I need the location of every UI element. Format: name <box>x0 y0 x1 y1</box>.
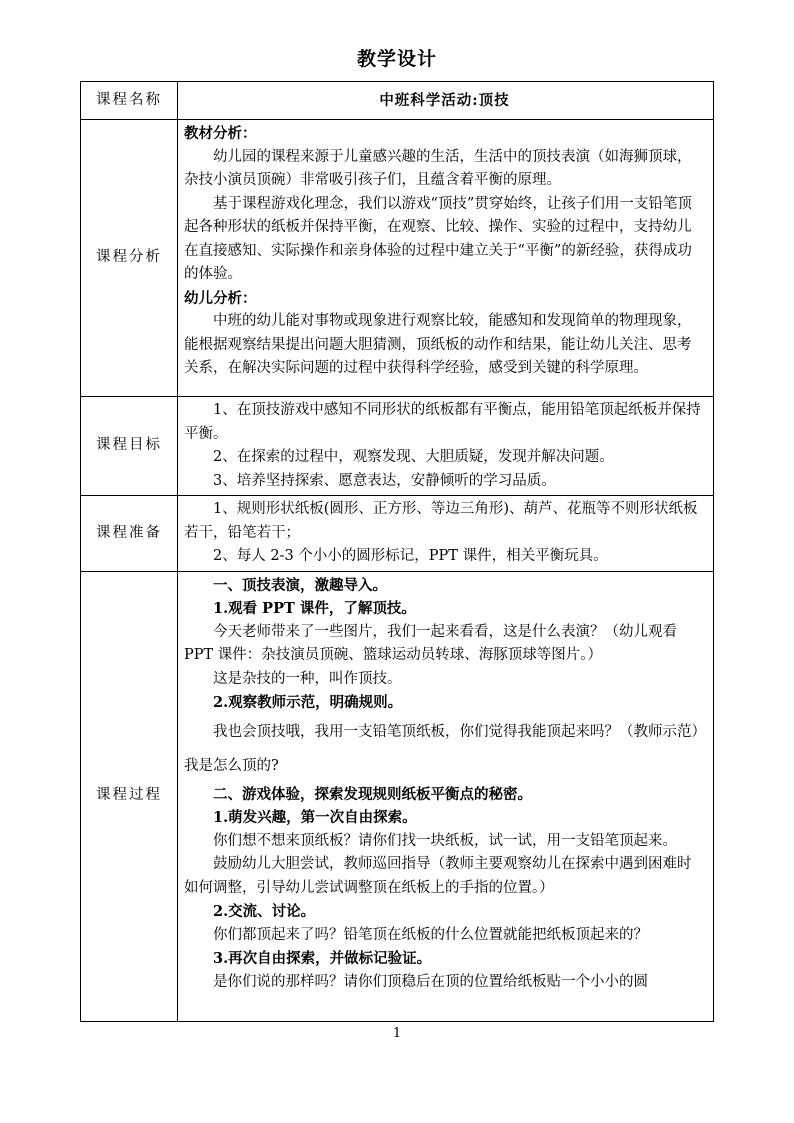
process-step-2-3-heading: 3.再次自由探索，并做标记验证。 <box>213 950 432 967</box>
goal-item-1: 1、在顶技游戏中感知不同形状的纸板都有平衡点，能用铅笔顶起纸板并保持平衡。 <box>184 402 701 442</box>
material-analysis-paragraph-2: 基于课程游戏化理念，我们以游戏“顶技”贯穿始终，让孩子们用一支铅笔顶起各种形状的纸板并保持平衡，在观察、比较、操作、实验的过程中，支持幼儿在直接感知、实际操作和亲身体验的过程中建立关于“平衡”的新经验，获得成功的体验。 <box>184 195 692 282</box>
process-step-2-2-heading: 2.交流、讨论。 <box>213 903 316 920</box>
lesson-plan-table <box>80 81 714 1022</box>
process-step-1-1-heading: 1.观看 PPT 课件，了解顶技。 <box>213 600 416 617</box>
course-goals-content <box>178 397 714 496</box>
process-section-1-heading: 一、顶技表演，激趣导入。 <box>213 576 387 594</box>
child-analysis-heading: 幼儿分析： <box>184 289 257 307</box>
course-name-value: 中班科学活动:顶技 <box>178 82 714 120</box>
process-step-2-2-paragraph-1: 你们都顶起来了吗？铅笔顶在纸板的什么位置就能把纸板顶起来的？ <box>213 926 648 943</box>
process-step-1-1-paragraph-1: 今天老师带来了一些图片，我们一起来看看，这是什么表演？（幼儿观看 PPT 课件：杂技演员顶碗、篮球运动员转球、海豚顶球等图片。） <box>184 623 677 663</box>
goal-item-3: 3、培养坚持探索、愿意表达，安静倾听的学习品质。 <box>213 472 556 489</box>
table-row-course-analysis <box>81 120 714 397</box>
process-step-2-1-paragraph-2: 鼓励幼儿大胆尝试，教师巡回指导（教师主要观察幼儿在探索中遇到困难时如何调整，引导幼儿尝试调整顶在纸板上的手指的位置。） <box>184 856 692 896</box>
label-course-name: 课程名称 <box>81 82 178 120</box>
course-preparation-content <box>178 496 714 572</box>
child-analysis-paragraph-1: 中班的幼儿能对事物或现象进行观察比较，能感知和发现简单的物理现象，能根据观察结果提出问题大胆猜测，顶纸板的动作和结果，能让幼儿关注、思考关系，在解决实际问题的过程中获得科学经验，感受到关键的科学原理。 <box>184 313 692 376</box>
preparation-item-1: 1、规则形状纸板(圆形、正方形、等边三角形)、葫芦、花瓶等不则形状纸板若干，铅笔若干； <box>184 501 698 541</box>
page-number: 1 <box>392 1026 402 1041</box>
label-course-process: 课程过程 <box>81 571 178 1021</box>
course-process-content <box>178 571 714 1021</box>
table-row-course-name <box>81 82 714 120</box>
process-section-2-heading: 二、游戏体验，探索发现规则纸板平衡点的秘密。 <box>213 785 532 803</box>
table-row-course-goals <box>81 397 714 496</box>
label-course-preparation: 课程准备 <box>81 496 178 572</box>
preparation-item-2: 2、每人 2-3 个小小的圆形标记，PPT 课件，相关平衡玩具。 <box>213 548 608 564</box>
process-step-1-1-paragraph-2: 这是杂技的一种，叫作顶技。 <box>213 670 402 687</box>
label-course-analysis: 课程分析 <box>81 120 178 397</box>
process-step-2-1-heading: 1.萌发兴趣，第一次自由探索。 <box>213 809 417 826</box>
process-step-2-1-paragraph-1: 你们想不想来顶纸板？请你们找一块纸板，试一试，用一支铅笔顶起来。 <box>213 832 677 849</box>
document-title: 教学设计 <box>356 48 437 70</box>
course-analysis-content <box>178 120 714 397</box>
table-row-course-process <box>81 571 714 1021</box>
process-step-1-2-heading: 2.观察教师示范，明确规则。 <box>213 694 403 711</box>
material-analysis-heading: 教材分析： <box>184 125 257 142</box>
goal-item-2: 2、在探索的过程中，观察发现、大胆质疑，发现并解决问题。 <box>213 449 614 465</box>
process-step-2-3-paragraph-1: 是你们说的那样吗？请你们顶稳后在顶的位置给纸板贴一个小小的圆 <box>213 973 648 990</box>
table-row-course-preparation <box>81 496 714 572</box>
label-course-goals: 课程目标 <box>81 397 178 496</box>
process-step-1-2-paragraph-1: 我也会顶技哦，我用一支铅笔顶纸板，你们觉得我能顶起来吗？（教师示范）我是怎么顶的? <box>184 723 699 774</box>
material-analysis-paragraph-1: 幼儿园的课程来源于儿童感兴趣的生活，生活中的顶技表演（如海狮顶球，杂技小演员顶碗）非常吸引孩子们，且蕴含着平衡的原理。 <box>184 148 692 188</box>
